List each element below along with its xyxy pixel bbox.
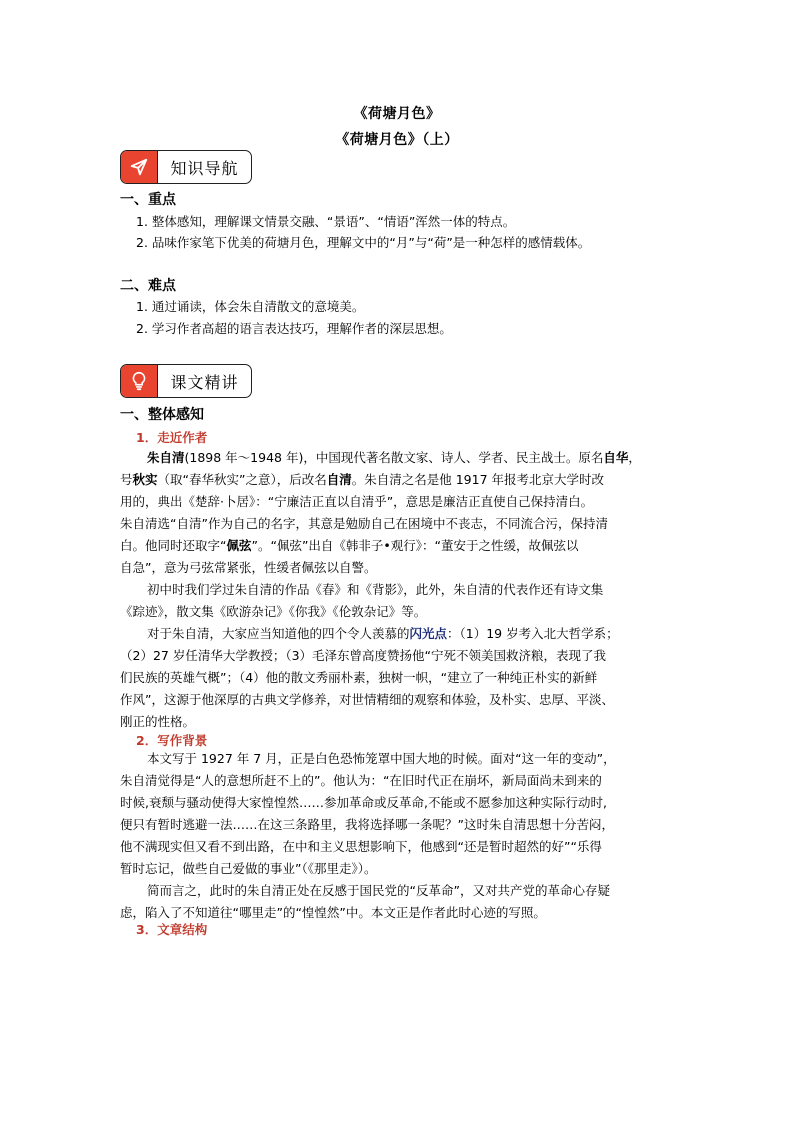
text-lecture-label: 课文精讲: [170, 372, 239, 392]
knowledge-nav-label: 知识导航: [170, 158, 239, 178]
lightbulb-icon: [121, 365, 158, 397]
background-paragraph: 本文写于 1927 年 7 月，正是白色恐怖笼罩中国大地的时候。面对“这一年的变动”， 朱自清觉得是“人的意想所赶不上的”。他认为：“在旧时代正在崩坏，新局面尚未到来的 时候,衰颓与骚动使得大家惶惶然……参加革命或反革命,不能或不愿参加这种实际行动时, 便只有暂时逃避一法……在这三条路里，我将选择哪一条呢？”这时朱自清思想十分苦闷， 他不满现实但又看不到出路，在中和主义思想影响下，他感到“还是暂时超然的好”“乐得 暂时忘记，做些自己爱做的事业”（《那里走》）。: [120, 751, 616, 876]
knowledge-nav-badge: [120, 150, 252, 184]
author-subheading: 1．走近作者: [136, 430, 208, 445]
difficulty-item: 1. 通过诵读，体会朱自清散文的意境美。: [136, 299, 365, 314]
document-title: 《荷塘月色》: [353, 106, 441, 122]
summary-paragraph: 简而言之，此时的朱自清正处在反感于国民党的“反革命”，又对共产党的革命心存疑 虑，陷入了不知道往“哪里走”的“惶惶然”中。本文正是作者此时心迹的写照。: [120, 883, 610, 920]
author-paragraph: 朱自清(1898 年～1948 年)，中国现代著名散文家、诗人、学者、民主战士。原名自华， 号秋实（取“春华秋实”之意），后改名自清。朱自清之名是他 1917 年报考北京大学时改 用的，典出《楚辞·卜居》：“宁廉洁正直以自清乎”，意思是廉洁正直使自己保持清白。 朱自清选“自清”作为自己的名字，其意是勉励自己在困境中不丧志，不同流合污，保持清 白。他同时还取字“佩弦”。“佩弦”出自《韩非子•观行》：“董安于之性缓，故佩弦以 自急”，意为弓弦常紧张，性缓者佩弦以自警。: [120, 450, 641, 575]
paper-plane-icon: [121, 151, 158, 183]
text-lecture-badge: [120, 364, 252, 398]
highlights-paragraph: 对于朱自清，大家应当知道他的四个令人羡慕的闪光点：（1）19 岁考入北大哲学系； （2）27 岁任清华大学教授；（3）毛泽东曾高度赞扬他“宁死不领美国救济粮，表现了我 们民族的英雄气概”；（4）他的散文秀丽朴素，独树一帜，“建立了一种纯正朴实的新鲜 作风”，这源于他深厚的古典文学修养，对世情精细的观察和体验，及朴实、忠厚、平淡、 刚正的性格。: [120, 626, 619, 729]
works-paragraph: 初中时我们学过朱自清的作品《春》和《背影》，此外，朱自清的代表作还有诗文集 《踪迹》，散文集《欧游杂记》《你我》《伦敦杂记》等。: [120, 582, 604, 619]
background-subheading: 2．写作背景: [136, 733, 208, 748]
key-point-item: 2. 品味作家笔下优美的荷塘月色，理解文中的“月”与“荷”是一种怎样的感情载体。: [136, 235, 591, 250]
difficulty-item: 2. 学习作者高超的语言表达技巧，理解作者的深层思想。: [136, 321, 452, 336]
overall-heading: 一、整体感知: [120, 407, 204, 423]
document-subtitle: 《荷塘月色》（上）: [335, 132, 459, 148]
difficulties-heading: 二、难点: [120, 278, 176, 294]
key-point-item: 1. 整体感知，理解课文情景交融、“景语”、“情语”浑然一体的特点。: [136, 214, 516, 229]
structure-subheading: 3．文章结构: [136, 922, 208, 937]
key-points-heading: 一、重点: [120, 192, 176, 208]
